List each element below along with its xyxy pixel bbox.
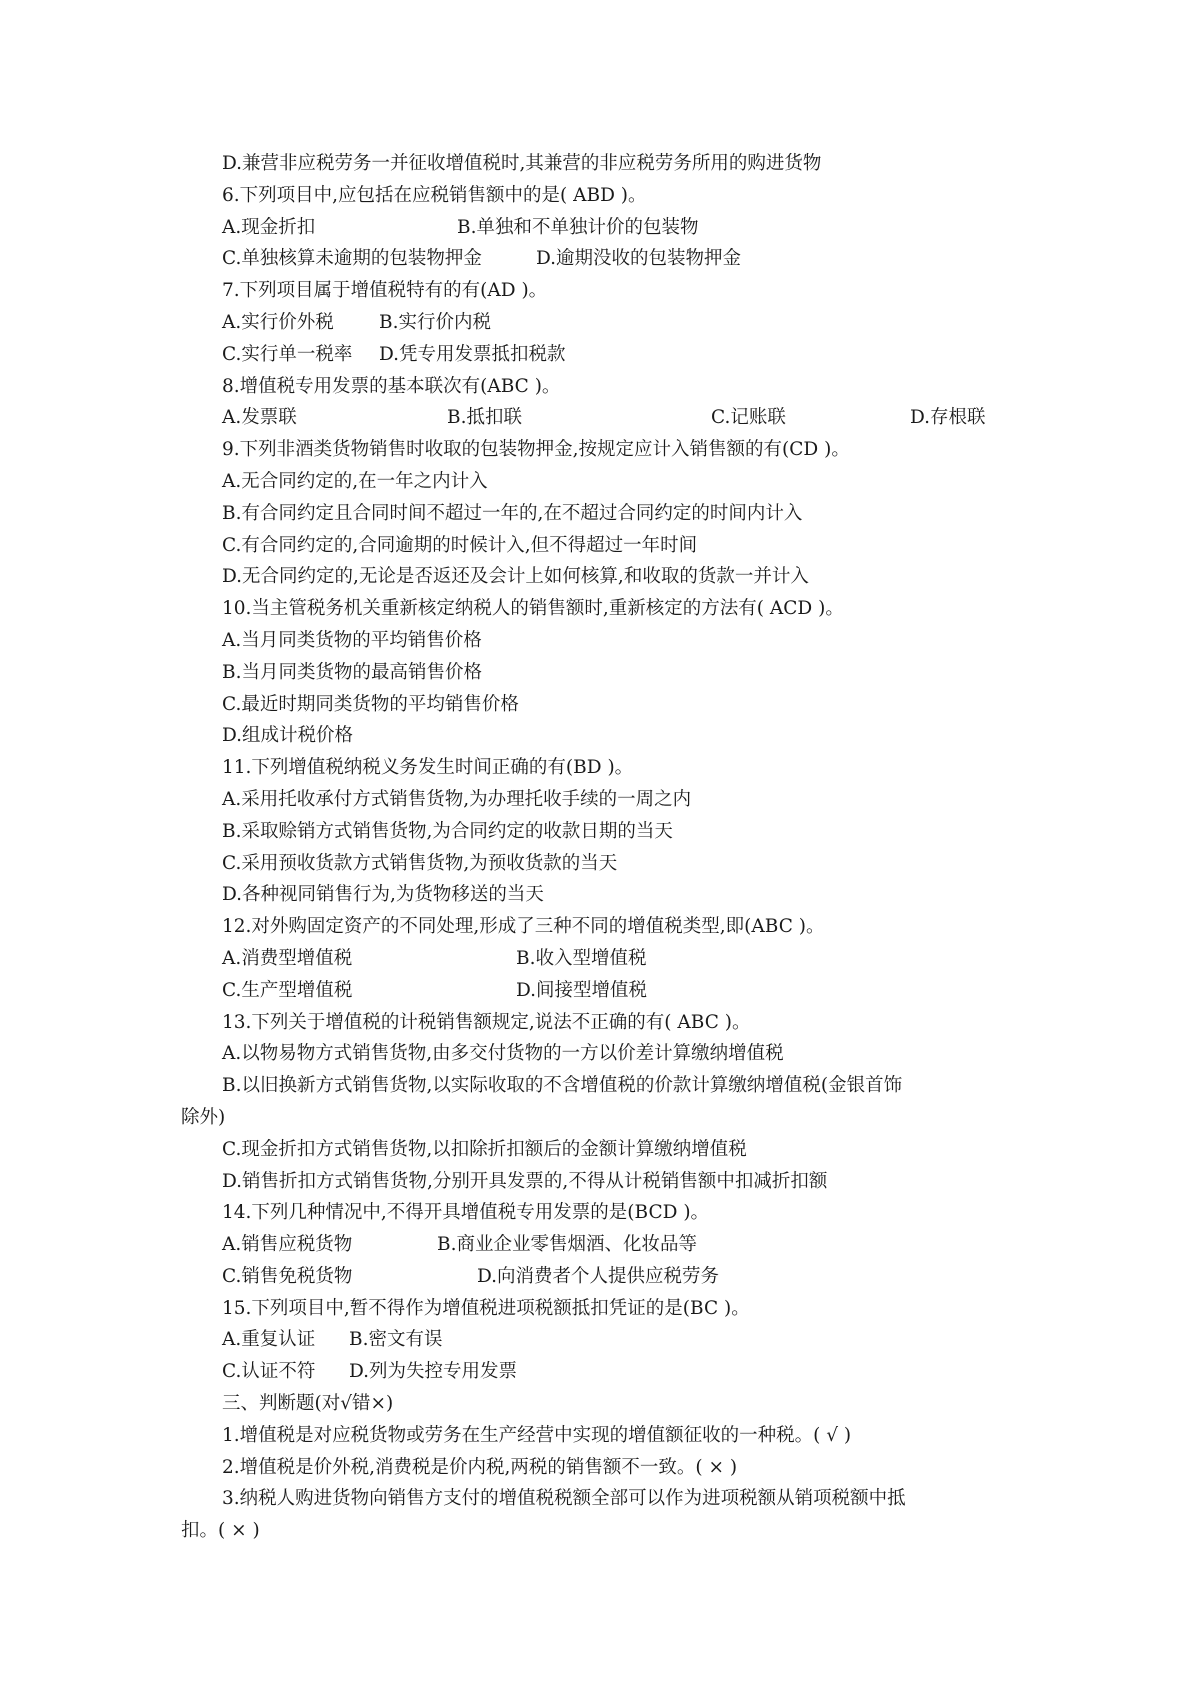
question-15-options-row-2	[181, 1356, 1011, 1388]
judgment-2: 2.增值税是价外税,消费税是价内税,两税的销售额不一致。( × )	[222, 1456, 738, 1478]
option-d: D.向消费者个人提供应税劳务	[477, 1265, 720, 1287]
question-6-options-row-2	[181, 243, 1011, 275]
question-7-options-row-1	[181, 307, 1011, 339]
option-b: B.有合同约定且合同时间不超过一年的,在不超过合同约定的时间内计入	[222, 502, 803, 524]
option-d: D.存根联	[910, 407, 986, 429]
question-12: 12.对外购固定资产的不同处理,形成了三种不同的增值税类型,即(ABC )。	[222, 916, 825, 938]
option-a: A.消费型增值税	[222, 947, 353, 969]
option-b: B.商业企业零售烟酒、化妆品等	[437, 1234, 697, 1256]
option-d: D.列为失控专用发票	[349, 1361, 518, 1383]
option-b: B.抵扣联	[447, 407, 522, 429]
option-c: C.采用预收货款方式销售货物,为预收货款的当天	[222, 852, 618, 874]
option-a: A.实行价外税	[222, 311, 334, 333]
option-d: D.逾期没收的包装物押金	[536, 248, 742, 270]
option-a: A.当月同类货物的平均销售价格	[222, 629, 482, 651]
option-c: C.记账联	[711, 407, 786, 429]
option-d: D.凭专用发票抵扣税款	[379, 343, 566, 365]
question-7: 7.下列项目属于增值税特有的有(AD )。	[222, 280, 548, 302]
question-6-options-row-1	[181, 212, 1011, 244]
option-c: C.实行单一税率	[222, 343, 353, 365]
question-8-options-row	[181, 402, 1011, 434]
question-12-options-row-1	[181, 943, 1011, 975]
question-14: 14.下列几种情况中,不得开具增值税专用发票的是(BCD )。	[222, 1202, 710, 1224]
question-8: 8.增值税专用发票的基本联次有(ABC )。	[222, 375, 561, 397]
option-b: B.单独和不单独计价的包装物	[457, 216, 699, 238]
option-d: D.无合同约定的,无论是否返还及会计上如何核算,和收取的货款一并计入	[222, 566, 809, 588]
option-c: C.现金折扣方式销售货物,以扣除折扣额后的金额计算缴纳增值税	[222, 1138, 747, 1160]
question-13: 13.下列关于增值税的计税销售额规定,说法不正确的有( ABC )。	[222, 1011, 751, 1033]
option-b: B.收入型增值税	[516, 947, 647, 969]
judgment-3-continued: 扣。( × )	[181, 1520, 260, 1542]
question-6: 6.下列项目中,应包括在应税销售额中的是( ABD )。	[222, 184, 647, 206]
option-b: B.实行价内税	[379, 311, 491, 333]
option-d: D.销售折扣方式销售货物,分别开具发票的,不得从计税销售额中扣减折扣额	[222, 1170, 828, 1192]
section-heading: 三、判断题(对√错×)	[222, 1393, 394, 1415]
option-c: C.生产型增值税	[222, 979, 353, 1001]
option-a: A.以物易物方式销售货物,由多交付货物的一方以价差计算缴纳增值税	[222, 1043, 784, 1065]
option-b: B.密文有误	[349, 1329, 443, 1351]
text-line: D.兼营非应税劳务一并征收增值税时,其兼营的非应税劳务所用的购进货物	[222, 153, 822, 174]
option-a: A.采用托收承付方式销售货物,为办理托收手续的一周之内	[222, 788, 692, 810]
option-b-continued: 除外)	[181, 1106, 226, 1128]
option-a: A.销售应税货物	[222, 1234, 353, 1256]
option-a: A.重复认证	[222, 1329, 316, 1351]
judgment-3: 3.纳税人购进货物向销售方支付的增值税税额全部可以作为进项税额从销项税额中抵	[222, 1488, 906, 1510]
question-11: 11.下列增值税纳税义务发生时间正确的有(BD )。	[222, 757, 634, 779]
judgment-1: 1.增值税是对应税货物或劳务在生产经营中实现的增值额征收的一种税。( √ )	[222, 1424, 852, 1446]
option-d: D.间接型增值税	[516, 979, 648, 1001]
option-c: C.最近时期同类货物的平均销售价格	[222, 693, 519, 715]
option-c: C.认证不符	[222, 1361, 316, 1383]
question-9: 9.下列非酒类货物销售时收取的包装物押金,按规定应计入销售额的有(CD )。	[222, 439, 850, 461]
question-14-options-row-1	[181, 1229, 1011, 1261]
option-b: B.采取赊销方式销售货物,为合同约定的收款日期的当天	[222, 820, 673, 842]
option-a: A.发票联	[222, 407, 297, 429]
question-14-options-row-2	[181, 1261, 1011, 1293]
option-c: C.销售免税货物	[222, 1265, 353, 1287]
option-a: A.现金折扣	[222, 216, 316, 238]
question-10: 10.当主管税务机关重新核定纳税人的销售额时,重新核定的方法有( ACD )。	[222, 598, 844, 620]
option-b: B.以旧换新方式销售货物,以实际收取的不含增值税的价款计算缴纳增值税(金银首饰	[222, 1075, 903, 1097]
question-7-options-row-2	[181, 339, 1011, 371]
option-b: B.当月同类货物的最高销售价格	[222, 661, 482, 683]
option-d: D.组成计税价格	[222, 725, 354, 747]
question-15: 15.下列项目中,暂不得作为增值税进项税额抵扣凭证的是(BC )。	[222, 1297, 750, 1319]
option-d: D.各种视同销售行为,为货物移送的当天	[222, 884, 544, 906]
option-a: A.无合同约定的,在一年之内计入	[222, 470, 488, 492]
option-c: C.单独核算未逾期的包装物押金	[222, 248, 482, 270]
question-15-options-row-1	[181, 1324, 1011, 1356]
option-c: C.有合同约定的,合同逾期的时候计入,但不得超过一年时间	[222, 534, 698, 556]
question-12-options-row-2	[181, 975, 1011, 1007]
document-body	[181, 148, 1011, 1547]
